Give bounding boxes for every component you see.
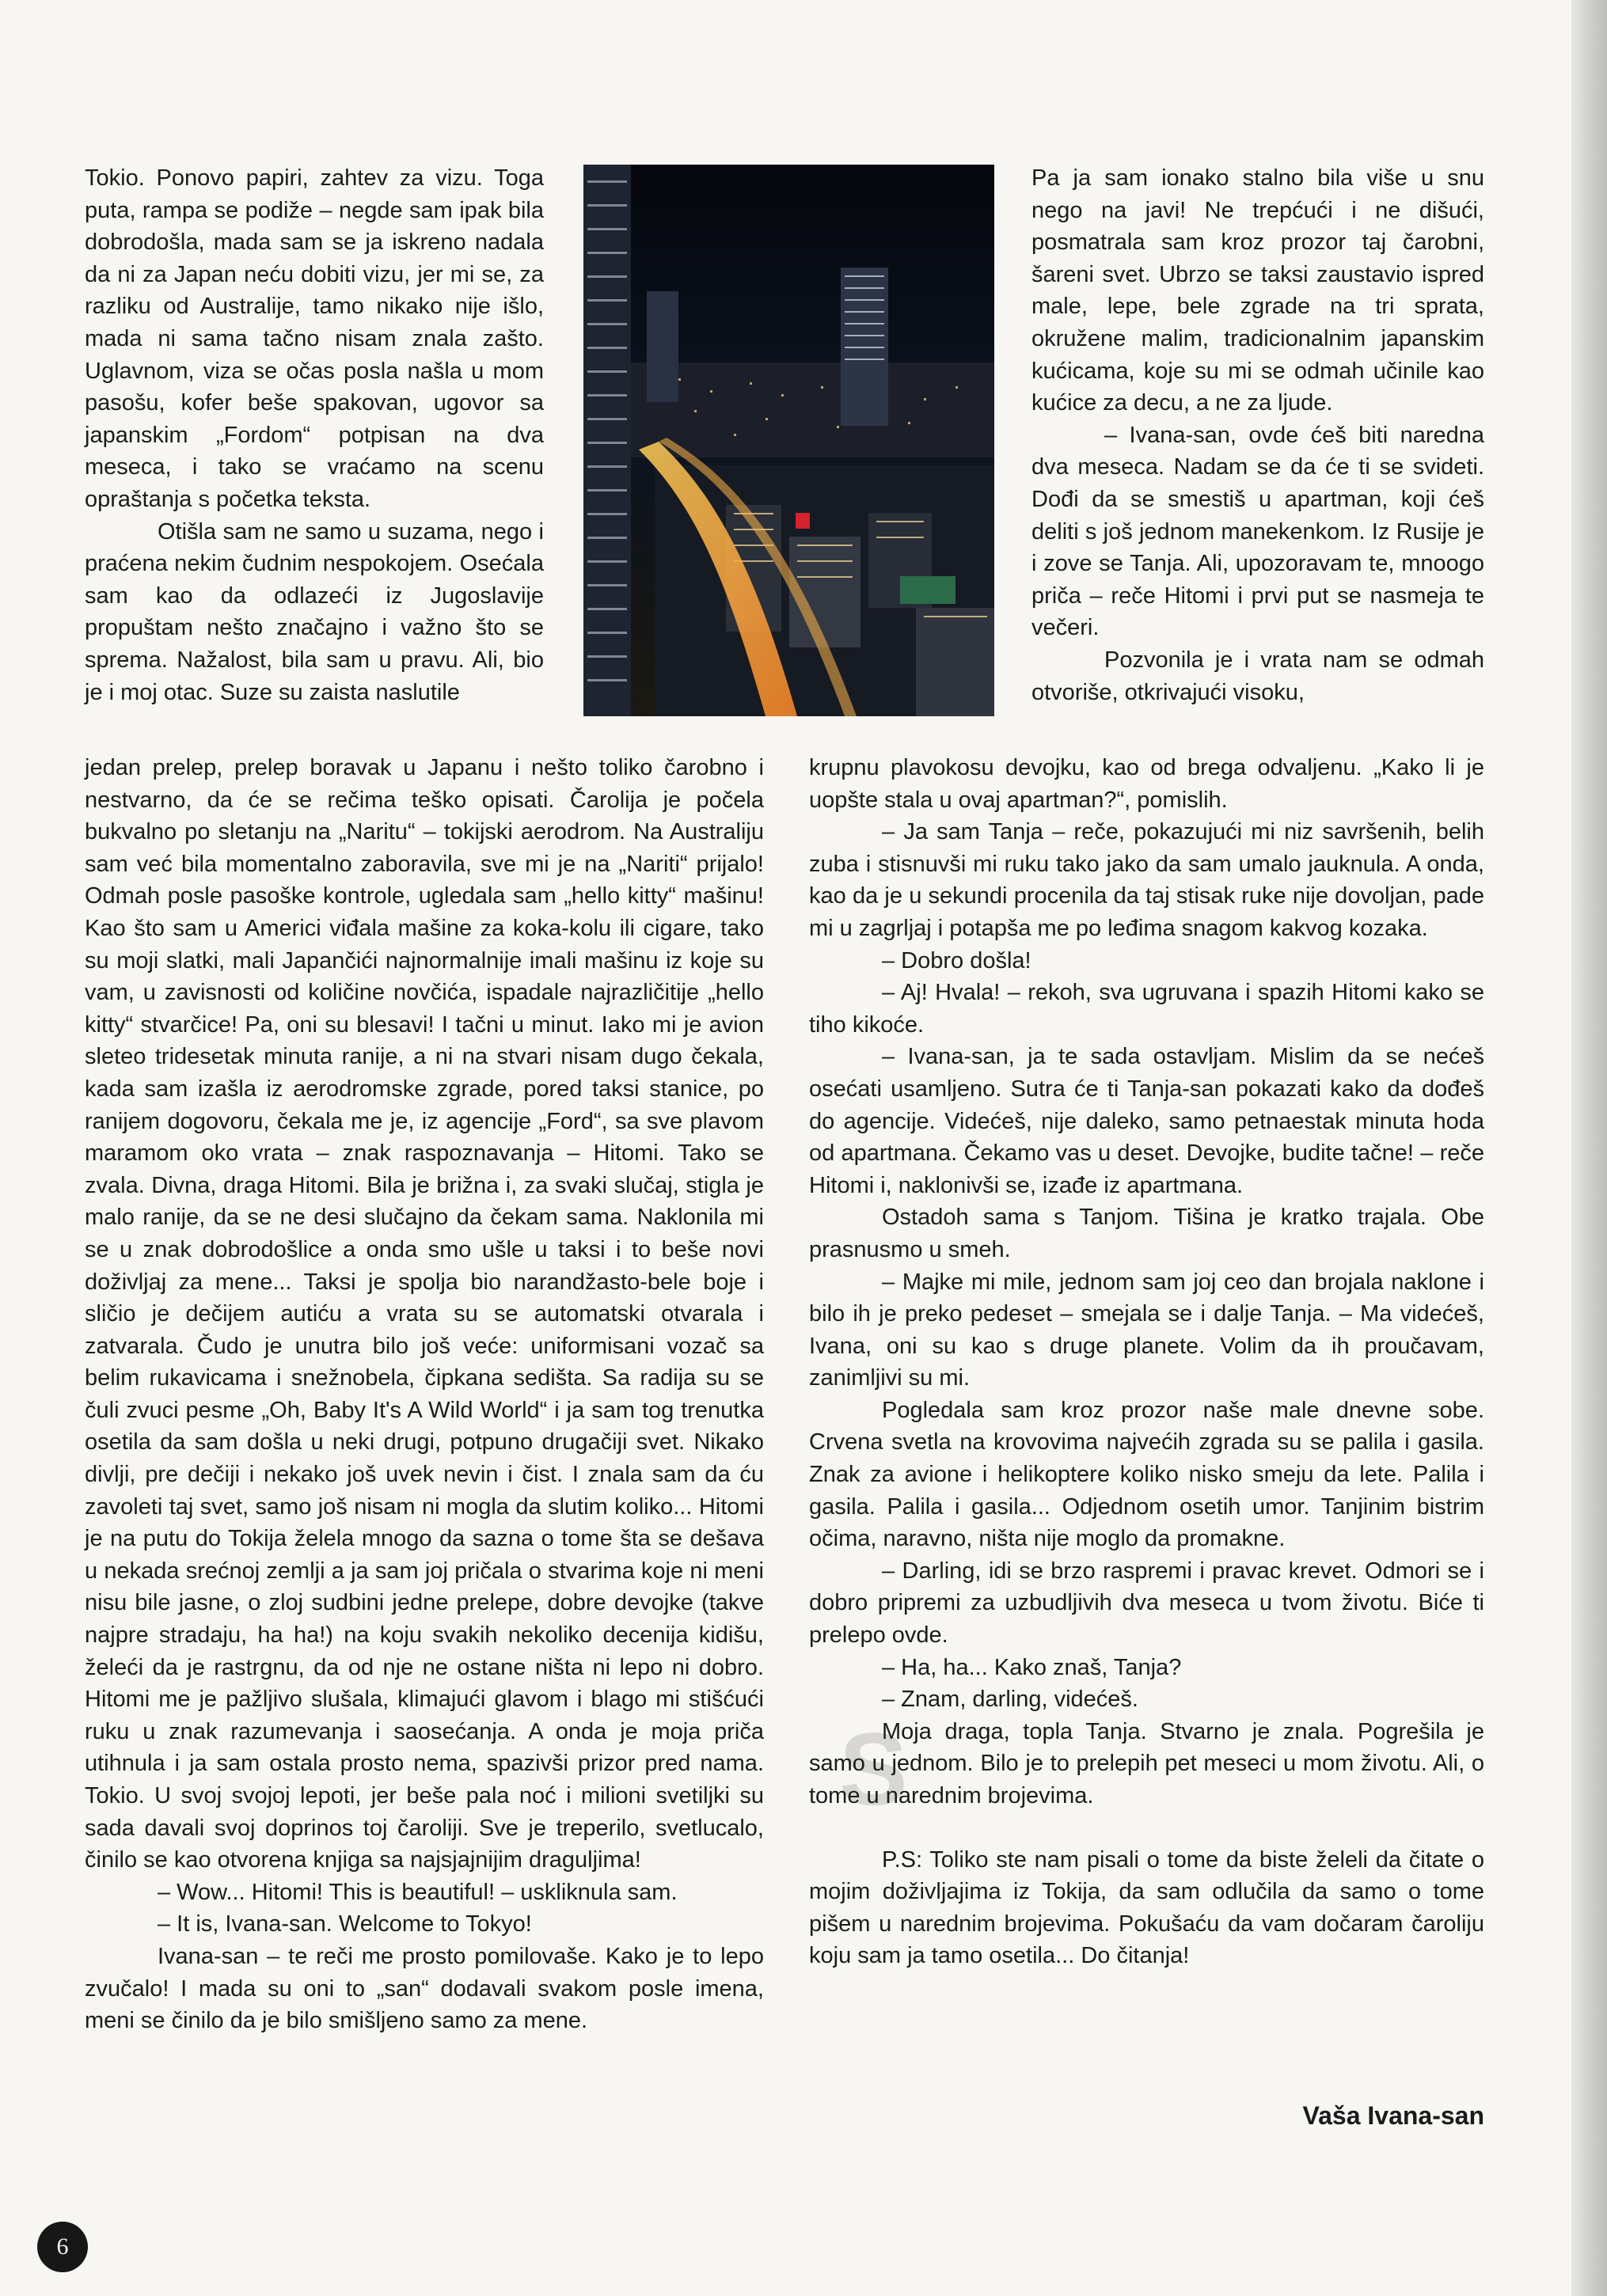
page-number: 6: [37, 2222, 88, 2272]
paragraph: – Znam, darling, videćeš.: [882, 1687, 1138, 1713]
paragraph: Pa ja sam ionako stalno bila više u snu nego na javi! Ne trepćući i ne dišući, posmatrala sam kroz prozor taj čarobni, šareni svet. Ubrzo se taksi zaustavio ispred male, lepe, bele zgrade na tri sprata, okružene malim, tradicionalnim japanskim kućicama, koje su mi se odmah učinile kao kućice za decu, a ne za ljude.: [1031, 165, 1484, 416]
paragraph: – Majke mi mile, jednom sam joj ceo dan brojala naklone i bilo ih je preko pedeset – smejala se i dalje Tanja. – Ma videćeš, Ivana, oni su kao s druge planete. Volim da ih proučavam, zanimljivi su mi.: [809, 1269, 1484, 1391]
paragraph: – Ivana-san, ja te sada ostavljam. Mislim da se nećeš osećati usamljeno. Sutra će ti Tanja-san pokazati kako da dođeš do agencije. Videćeš, nije daleko, samo petnaestak minuta hoda od apartmana. Čekamo vas u deset. Devojke, budite tačne! – reče Hitomi i, naklonivši se, izađe iz apartmana.: [809, 1044, 1484, 1198]
paragraph: – Aj! Hvala! – rekoh, sva ugruvana i spazih Hitomi kako se tiho kikoće.: [809, 980, 1484, 1038]
paragraph: – Darling, idi se brzo raspremi i pravac krevet. Odmori se i dobro pripremi za uzbudljivih dva meseca u tvom životu. Biće ti prelepo ovde.: [809, 1558, 1484, 1649]
paragraph: – Ivana-san, ovde ćeš biti naredna dva meseca. Nadam se da će ti se svideti. Dođi da se smestiš u apartman, koji ćeš deliti s još jednom manekenkom. Iz Rusije je i zove se Tanja. Ali, upozoravam te, mnoogo priča – reče Hitomi i prvi put se nasmeja te večeri.: [1031, 422, 1484, 641]
paragraph: – Ha, ha... Kako znaš, Tanja?: [882, 1654, 1182, 1680]
paragraph: – It is, Ivana-san. Welcome to Tokyo!: [158, 1911, 532, 1937]
paragraph: krupnu plavokosu devojku, kao od brega odvaljenu. „Kako li je uopšte stala u ovaj apartman?“, pomislih.: [809, 755, 1484, 813]
paragraph: – Dobro došla!: [882, 947, 1031, 973]
paragraph: Tokio. Ponovo papiri, zahtev za vizu. Toga puta, rampa se podiže – negde sam ipak bila dobrodošla, mada sam se ja iskreno nadala da ni za Japan neću dobiti vizu, jer mi se, za razliku od Australije, tamo nikako nije išlo, mada ni sama tačno nisam znala zašto. Uglavnom, viza se očas posla našla u mom pasošu, kofer beše spakovan, ugovor sa japanskim „Fordom“ potpisan na dva meseca, i tako se vraćamo na scenu opraštanja s početka teksta.: [85, 165, 544, 512]
column-left-bottom: [85, 752, 764, 2037]
column-right-bottom: [809, 752, 1484, 1972]
column-right-top: [1031, 162, 1484, 708]
tokyo-night-photo: [583, 165, 994, 716]
paragraph: – Wow... Hitomi! This is beautiful! – uskliknula sam.: [158, 1879, 678, 1905]
paragraph: Otišla sam ne samo u suzama, nego i praćena nekim čudnim nespokojem. Osećala sam kao da odlazeći iz Jugoslavije propuštam nešto značajno i važno što se sprema. Nažalost, bila sam u pravu. Ali, bio je i moj otac. Suze su zaista naslutile: [85, 518, 544, 705]
paragraph: jedan prelep, prelep boravak u Japanu i nešto toliko čarobno i nestvarno, da će se rečima teško opisati. Čarolija je počela bukvalno po sletanju na „Naritu“ – tokijski aerodrom. Na Australiju sam već bila momentalno zaboravila, sve mi je na „Nariti“ prijalo! Odmah posle pasoške kontrole, ugledala sam „hello kitty“ mašinu! Kao što sam u Americi viđala mašine za koka-kolu ili cigare, tako su moji slatki, mali Japančići najnormalnije imali mašinu iz koje su vam, u zavisnosti od količine novčića, ispadale najrazličitije „hello kitty“ stvarčice! Pa, oni su blesavi! I tačni u minut. Iako mi je avion sleteo tridesetak minuta ranije, a ni na stvari nisam dugo čekala, kada sam izašla iz aerodromske zgrade, pored taksi stanice, po ranijem dogovoru, čekala me je, iz agencije „Ford“, sa sve plavom maramom oko vrata – znak raspoznavanja – Hitomi. Tako se zvala. Divna, draga Hitomi. Bila je brižna i, za svaki slučaj, stigla je malo ranije, da se ne desi slučajno da čekam sama. Naklonila mi se u znak dobrodošlice a onda smo ušle u taksi i to beše novi doživljaj za mene... Taksi je spolja bio narandžasto-bele boje i sličio je dečijem autiću a vrata su se automatski otvarala i zatvarala. Čudo je unutra bilo još veće: uniformisani vozač sa belim rukavicama i snežnobela, čipkana sedišta. Sa radija su se čuli zvuci pesme „Oh, Baby It's A Wild World“ i ja sam tog trenutka osetila da sam došla u neki drugi, potpuno drugačiji svet. Nikako divlji, pre dečiji i nekako još uvek nevin i čist. I znala sam da ću zavoleti taj svet, samo još nisam ni mogla da slutim koliko... Hitomi je na putu do Tokija želela mnogo da sazna o tome šta se dešava u nekada srećnoj zemlji a ja sam joj pričala o stvarima koje ni meni nisu bile jasne, o zloj sudbini jedne prelepe, dobre devojke (takve najpre stradaju, ha ha!) na koju svakih nekoliko decenija kidišu, želeći da je rastrgnu, da od nje ne ostane ništa ni lepo ni dobro. Hitomi me je pažljivo slušala, klimajući glavom i blago mi stišćući ruku u znak razumevanja i saosećanja. A onda je moja priča utihnula i ja sam ostala prosto nema, spazivši prizor pred nama. Tokio. U svoj svojoj lepoti, jer beše pala noć i milioni svetiljki su sada davali svoj doprinos toj čaroliji. Sve je treperilo, svetlucalo, činilo se kao otvorena knjiga sa najsjajnijim draguljima!: [85, 755, 764, 1873]
paragraph: – Ja sam Tanja – reče, pokazujući mi niz savršenih, belih zuba i stisnuvši mi ruku tako jako da sam umalo jauknula. A onda, kao da je u sekundi procenila da taj stisak ruke nije dovoljan, pade mi u zagrljaj i potapša me po leđima snagom kakvog kozaka.: [809, 819, 1484, 941]
bleed-through-letter: S: [839, 1711, 908, 1827]
paragraph: P.S: Toliko ste nam pisali o tome da biste želeli da čitate o mojim doživljajima iz Tokija, da sam odlučila da samo o tome pišem u narednim brojevima. Pokušaću da vam dočaram čaroliju koju sam ja tamo osetila... Do čitanja!: [809, 1846, 1484, 1969]
author-signature: Vaša Ivana-san: [1302, 2101, 1484, 2130]
paragraph: Moja draga, topla Tanja. Stvarno je znala. Pogrešila je samo u jednom. Bilo je to prelepih pet meseci u mom životu. Ali, o tome u narednim brojevima.: [809, 1718, 1484, 1808]
paragraph: Ivana-san – te reči me prosto pomilovaše. Kako je to lepo zvučalo! I mada su oni to „san“ dodavali svakom posle imena, meni se činilo da je bilo smišljeno samo za mene.: [85, 1943, 764, 2034]
paragraph: Pogledala sam kroz prozor naše male dnevne sobe. Crvena svetla na krovovima najvećih zgrada su se palila i gasila. Znak za avione i helikoptere koliko nisko smeju da lete. Palila i gasila. Palila i gasila... Odjednom osetih umor. Tanjinim bistrim očima, naravno, ništa nije moglo da promakne.: [809, 1397, 1484, 1552]
paragraph: Ostadoh sama s Tanjom. Tišina je kratko trajala. Obe prasnusmo u smeh.: [809, 1205, 1484, 1262]
paragraph: Pozvonila je i vrata nam se odmah otvoriše, otkrivajući visoku,: [1031, 647, 1484, 705]
page-edge: [1571, 0, 1607, 2296]
column-left-top: [85, 162, 544, 708]
